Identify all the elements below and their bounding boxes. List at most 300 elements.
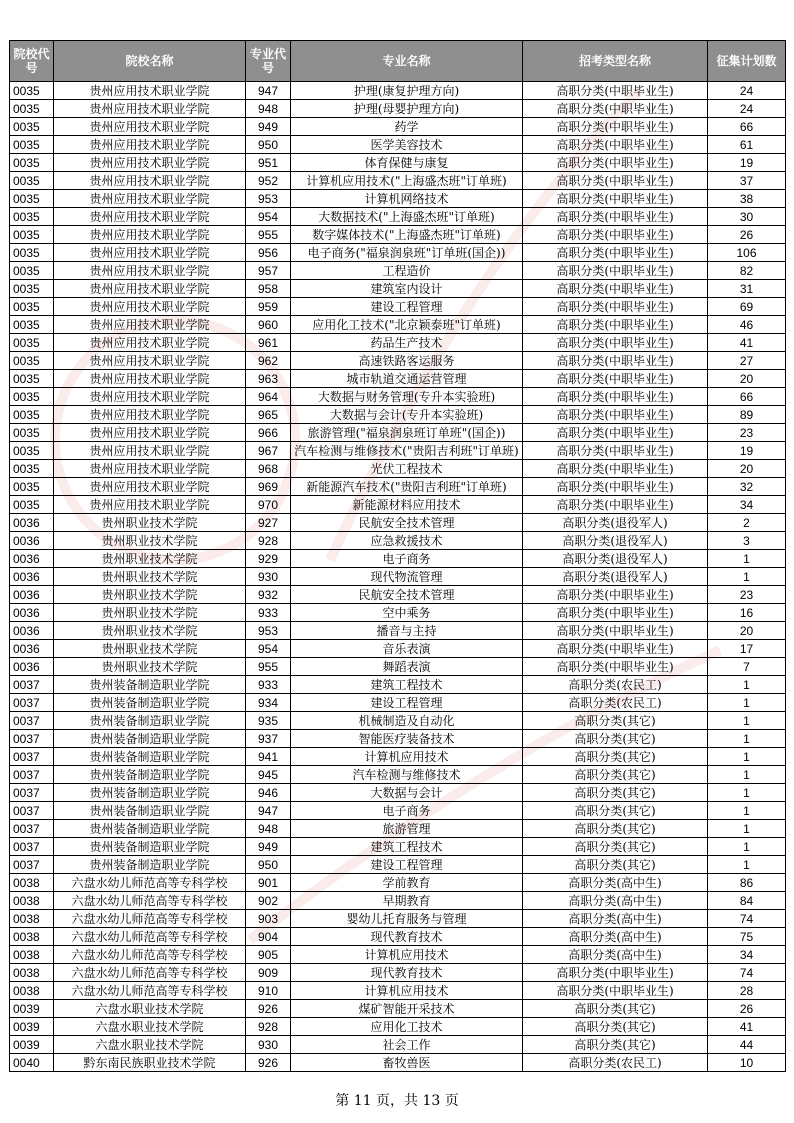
table-row [10,946,786,964]
major-name-cell: 医学美容技术 [291,136,523,154]
header-plan: 征集计划数 [708,41,786,82]
major-name-cell: 护理(母婴护理方向) [291,100,523,118]
exam-type-cell: 高职分类(中职毕业生) [523,208,708,226]
school-code-cell: 0035 [10,154,54,172]
table-row [10,820,786,838]
table-row [10,316,786,334]
school-name-cell: 贵州应用技术职业学院 [54,82,246,100]
table-row [10,136,786,154]
major-name-cell: 城市轨道交通运营管理 [291,370,523,388]
school-name-cell: 贵州应用技术职业学院 [54,154,246,172]
major-code-cell: 951 [246,154,291,172]
exam-type-cell: 高职分类(中职毕业生) [523,154,708,172]
school-name-cell: 贵州应用技术职业学院 [54,388,246,406]
major-name-cell: 计算机应用技术 [291,982,523,1000]
major-name-cell: 电子商务("福泉润泉班"订单班(国企)) [291,244,523,262]
table-row [10,604,786,622]
major-code-cell: 901 [246,874,291,892]
major-code-cell: 928 [246,532,291,550]
major-code-cell: 941 [246,748,291,766]
exam-type-cell: 高职分类(中职毕业生) [523,964,708,982]
major-code-cell: 954 [246,208,291,226]
page-footer: 第 11 页，共 13 页 [335,1093,459,1109]
exam-type-cell: 高职分类(中职毕业生) [523,982,708,1000]
major-name-cell: 新能源材料应用技术 [291,496,523,514]
school-name-cell: 贵州应用技术职业学院 [54,262,246,280]
exam-type-cell: 高职分类(中职毕业生) [523,388,708,406]
school-name-cell: 贵州装备制造职业学院 [54,784,246,802]
exam-type-cell: 高职分类(其它) [523,802,708,820]
table-row [10,154,786,172]
major-code-cell: 926 [246,1000,291,1018]
plan-count-cell: 44 [708,1036,786,1054]
table-row [10,910,786,928]
exam-type-cell: 高职分类(高中生) [523,874,708,892]
exam-type-cell: 高职分类(中职毕业生) [523,424,708,442]
major-name-cell: 播音与主持 [291,622,523,640]
exam-type-cell: 高职分类(中职毕业生) [523,442,708,460]
school-name-cell: 贵州应用技术职业学院 [54,136,246,154]
school-code-cell: 0039 [10,1018,54,1036]
plan-count-cell: 30 [708,208,786,226]
table-row [10,1036,786,1054]
school-code-cell: 0035 [10,298,54,316]
exam-type-cell: 高职分类(其它) [523,1036,708,1054]
school-name-cell: 六盘水幼儿师范高等专科学校 [54,928,246,946]
exam-type-cell: 高职分类(中职毕业生) [523,226,708,244]
major-name-cell: 护理(康复护理方向) [291,82,523,100]
enrollment-table [9,40,786,1072]
table-row [10,712,786,730]
plan-count-cell: 24 [708,82,786,100]
exam-type-cell: 高职分类(中职毕业生) [523,478,708,496]
plan-count-cell: 41 [708,1018,786,1036]
major-name-cell: 计算机网络技术 [291,190,523,208]
school-code-cell: 0038 [10,928,54,946]
exam-type-cell: 高职分类(其它) [523,730,708,748]
table-row [10,856,786,874]
plan-count-cell: 1 [708,712,786,730]
table-row [10,928,786,946]
major-name-cell: 现代教育技术 [291,964,523,982]
major-code-cell: 953 [246,190,291,208]
school-code-cell: 0035 [10,136,54,154]
school-code-cell: 0035 [10,478,54,496]
exam-type-cell: 高职分类(中职毕业生) [523,370,708,388]
school-name-cell: 贵州职业技术学院 [54,532,246,550]
plan-count-cell: 34 [708,946,786,964]
table-row [10,514,786,532]
major-name-cell: 电子商务 [291,550,523,568]
table-row [10,82,786,100]
school-name-cell: 六盘水幼儿师范高等专科学校 [54,892,246,910]
plan-count-cell: 3 [708,532,786,550]
school-name-cell: 贵州应用技术职业学院 [54,118,246,136]
major-code-cell: 927 [246,514,291,532]
school-name-cell: 贵州应用技术职业学院 [54,298,246,316]
school-name-cell: 贵州职业技术学院 [54,568,246,586]
plan-count-cell: 28 [708,982,786,1000]
major-name-cell: 建筑工程技术 [291,838,523,856]
table-row [10,406,786,424]
plan-count-cell: 86 [708,874,786,892]
exam-type-cell: 高职分类(农民工) [523,1054,708,1072]
school-code-cell: 0036 [10,604,54,622]
school-code-cell: 0037 [10,838,54,856]
major-code-cell: 950 [246,136,291,154]
school-name-cell: 贵州应用技术职业学院 [54,190,246,208]
table-row [10,802,786,820]
exam-type-cell: 高职分类(中职毕业生) [523,262,708,280]
exam-type-cell: 高职分类(其它) [523,766,708,784]
major-code-cell: 946 [246,784,291,802]
major-name-cell: 大数据技术("上海盛杰班"订单班) [291,208,523,226]
table-row [10,766,786,784]
exam-type-cell: 高职分类(中职毕业生) [523,334,708,352]
table-row [10,838,786,856]
major-code-cell: 956 [246,244,291,262]
school-name-cell: 贵州应用技术职业学院 [54,316,246,334]
school-name-cell: 六盘水幼儿师范高等专科学校 [54,982,246,1000]
school-name-cell: 贵州应用技术职业学院 [54,460,246,478]
plan-count-cell: 26 [708,1000,786,1018]
major-code-cell: 910 [246,982,291,1000]
school-code-cell: 0035 [10,460,54,478]
school-name-cell: 贵州应用技术职业学院 [54,406,246,424]
table-row [10,172,786,190]
plan-count-cell: 19 [708,154,786,172]
table-row [10,640,786,658]
school-name-cell: 贵州装备制造职业学院 [54,856,246,874]
school-name-cell: 贵州职业技术学院 [54,604,246,622]
table-row [10,424,786,442]
plan-count-cell: 1 [708,550,786,568]
exam-type-cell: 高职分类(高中生) [523,946,708,964]
school-name-cell: 六盘水职业技术学院 [54,1000,246,1018]
major-code-cell: 935 [246,712,291,730]
major-code-cell: 955 [246,658,291,676]
major-code-cell: 964 [246,388,291,406]
major-name-cell: 汽车检测与维修技术 [291,766,523,784]
major-name-cell: 汽车检测与维修技术("贵阳吉利班"订单班) [291,442,523,460]
major-code-cell: 926 [246,1054,291,1072]
major-code-cell: 962 [246,352,291,370]
major-name-cell: 学前教育 [291,874,523,892]
exam-type-cell: 高职分类(其它) [523,838,708,856]
major-name-cell: 舞蹈表演 [291,658,523,676]
table-row [10,244,786,262]
major-code-cell: 960 [246,316,291,334]
school-name-cell: 贵州应用技术职业学院 [54,334,246,352]
table-row [10,892,786,910]
plan-count-cell: 74 [708,964,786,982]
major-code-cell: 937 [246,730,291,748]
exam-type-cell: 高职分类(中职毕业生) [523,82,708,100]
school-code-cell: 0036 [10,550,54,568]
school-code-cell: 0036 [10,622,54,640]
school-name-cell: 贵州职业技术学院 [54,640,246,658]
school-code-cell: 0038 [10,964,54,982]
school-name-cell: 贵州装备制造职业学院 [54,838,246,856]
school-code-cell: 0037 [10,694,54,712]
school-name-cell: 贵州应用技术职业学院 [54,208,246,226]
table-row [10,442,786,460]
plan-count-cell: 69 [708,298,786,316]
exam-type-cell: 高职分类(高中生) [523,928,708,946]
school-code-cell: 0035 [10,118,54,136]
school-code-cell: 0035 [10,244,54,262]
major-code-cell: 934 [246,694,291,712]
table-row [10,676,786,694]
exam-type-cell: 高职分类(农民工) [523,694,708,712]
exam-type-cell: 高职分类(中职毕业生) [523,352,708,370]
school-code-cell: 0035 [10,226,54,244]
major-code-cell: 904 [246,928,291,946]
school-code-cell: 0037 [10,820,54,838]
plan-count-cell: 1 [708,568,786,586]
plan-count-cell: 17 [708,640,786,658]
school-code-cell: 0036 [10,640,54,658]
table-row [10,1000,786,1018]
table-row [10,586,786,604]
major-code-cell: 961 [246,334,291,352]
school-code-cell: 0035 [10,208,54,226]
table-row [10,874,786,892]
exam-type-cell: 高职分类(农民工) [523,676,708,694]
major-name-cell: 大数据与会计 [291,784,523,802]
exam-type-cell: 高职分类(其它) [523,748,708,766]
school-code-cell: 0038 [10,892,54,910]
table-row [10,982,786,1000]
school-code-cell: 0036 [10,514,54,532]
school-code-cell: 0037 [10,712,54,730]
major-name-cell: 药学 [291,118,523,136]
school-name-cell: 贵州应用技术职业学院 [54,172,246,190]
major-code-cell: 949 [246,118,291,136]
plan-count-cell: 20 [708,370,786,388]
major-code-cell: 958 [246,280,291,298]
school-name-cell: 贵州装备制造职业学院 [54,748,246,766]
school-code-cell: 0036 [10,658,54,676]
major-name-cell: 机械制造及自动化 [291,712,523,730]
table-row [10,262,786,280]
exam-type-cell: 高职分类(退役军人) [523,550,708,568]
table-row [10,622,786,640]
plan-count-cell: 66 [708,388,786,406]
plan-count-cell: 19 [708,442,786,460]
exam-type-cell: 高职分类(高中生) [523,910,708,928]
major-code-cell: 957 [246,262,291,280]
major-name-cell: 现代物流管理 [291,568,523,586]
major-code-cell: 948 [246,100,291,118]
plan-count-cell: 66 [708,118,786,136]
major-code-cell: 969 [246,478,291,496]
plan-count-cell: 7 [708,658,786,676]
major-name-cell: 煤矿智能开采技术 [291,1000,523,1018]
exam-type-cell: 高职分类(中职毕业生) [523,100,708,118]
plan-count-cell: 32 [708,478,786,496]
major-code-cell: 966 [246,424,291,442]
exam-type-cell: 高职分类(中职毕业生) [523,604,708,622]
major-name-cell: 新能源汽车技术("贵阳吉利班"订单班) [291,478,523,496]
table-row [10,1054,786,1072]
exam-type-cell: 高职分类(中职毕业生) [523,118,708,136]
major-code-cell: 959 [246,298,291,316]
school-code-cell: 0035 [10,442,54,460]
major-code-cell: 950 [246,856,291,874]
table-row [10,568,786,586]
plan-count-cell: 82 [708,262,786,280]
exam-type-cell: 高职分类(其它) [523,712,708,730]
school-name-cell: 贵州应用技术职业学院 [54,244,246,262]
exam-type-cell: 高职分类(中职毕业生) [523,280,708,298]
school-code-cell: 0040 [10,1054,54,1072]
table-row [10,532,786,550]
major-name-cell: 药品生产技术 [291,334,523,352]
major-code-cell: 930 [246,568,291,586]
school-code-cell: 0039 [10,1000,54,1018]
plan-count-cell: 34 [708,496,786,514]
table-row [10,388,786,406]
table-row [10,190,786,208]
plan-count-cell: 41 [708,334,786,352]
table-row [10,460,786,478]
exam-type-cell: 高职分类(中职毕业生) [523,244,708,262]
school-name-cell: 贵州应用技术职业学院 [54,100,246,118]
school-name-cell: 贵州应用技术职业学院 [54,442,246,460]
plan-count-cell: 37 [708,172,786,190]
major-code-cell: 905 [246,946,291,964]
plan-count-cell: 1 [708,802,786,820]
major-name-cell: 体育保健与康复 [291,154,523,172]
school-name-cell: 贵州应用技术职业学院 [54,370,246,388]
school-code-cell: 0036 [10,568,54,586]
major-code-cell: 952 [246,172,291,190]
exam-type-cell: 高职分类(退役军人) [523,568,708,586]
plan-count-cell: 26 [708,226,786,244]
exam-type-cell: 高职分类(退役军人) [523,514,708,532]
school-name-cell: 贵州装备制造职业学院 [54,694,246,712]
plan-count-cell: 31 [708,280,786,298]
school-code-cell: 0035 [10,496,54,514]
exam-type-cell: 高职分类(中职毕业生) [523,460,708,478]
table-row [10,100,786,118]
school-name-cell: 六盘水幼儿师范高等专科学校 [54,946,246,964]
school-name-cell: 贵州应用技术职业学院 [54,280,246,298]
plan-count-cell: 2 [708,514,786,532]
major-name-cell: 计算机应用技术("上海盛杰班"订单班) [291,172,523,190]
school-code-cell: 0037 [10,730,54,748]
exam-type-cell: 高职分类(中职毕业生) [523,406,708,424]
plan-count-cell: 1 [708,820,786,838]
school-name-cell: 贵州应用技术职业学院 [54,226,246,244]
exam-type-cell: 高职分类(中职毕业生) [523,316,708,334]
plan-count-cell: 1 [708,784,786,802]
major-code-cell: 970 [246,496,291,514]
major-name-cell: 高速铁路客运服务 [291,352,523,370]
major-code-cell: 968 [246,460,291,478]
school-code-cell: 0035 [10,190,54,208]
exam-type-cell: 高职分类(中职毕业生) [523,172,708,190]
table-row [10,748,786,766]
table-row [10,370,786,388]
table-row [10,352,786,370]
major-name-cell: 大数据与会计(专升本实验班) [291,406,523,424]
school-name-cell: 六盘水幼儿师范高等专科学校 [54,964,246,982]
plan-count-cell: 1 [708,766,786,784]
major-name-cell: 婴幼儿托育服务与管理 [291,910,523,928]
school-code-cell: 0035 [10,406,54,424]
school-name-cell: 六盘水职业技术学院 [54,1036,246,1054]
exam-type-cell: 高职分类(中职毕业生) [523,190,708,208]
school-name-cell: 六盘水幼儿师范高等专科学校 [54,910,246,928]
major-code-cell: 949 [246,838,291,856]
major-name-cell: 早期教育 [291,892,523,910]
major-code-cell: 947 [246,82,291,100]
school-code-cell: 0037 [10,748,54,766]
major-name-cell: 数字媒体技术("上海盛杰班"订单班) [291,226,523,244]
exam-type-cell: 高职分类(中职毕业生) [523,136,708,154]
table-row [10,658,786,676]
major-name-cell: 旅游管理 [291,820,523,838]
plan-count-cell: 84 [708,892,786,910]
major-code-cell: 953 [246,622,291,640]
school-name-cell: 黔东南民族职业技术学院 [54,1054,246,1072]
major-name-cell: 光伏工程技术 [291,460,523,478]
plan-count-cell: 46 [708,316,786,334]
school-code-cell: 0037 [10,784,54,802]
plan-count-cell: 10 [708,1054,786,1072]
major-name-cell: 工程造价 [291,262,523,280]
plan-count-cell: 24 [708,100,786,118]
exam-type-cell: 高职分类(其它) [523,1018,708,1036]
major-code-cell: 933 [246,676,291,694]
school-code-cell: 0035 [10,334,54,352]
major-code-cell: 965 [246,406,291,424]
major-name-cell: 智能医疗装备技术 [291,730,523,748]
table-row [10,730,786,748]
major-code-cell: 903 [246,910,291,928]
school-name-cell: 贵州装备制造职业学院 [54,676,246,694]
plan-count-cell: 38 [708,190,786,208]
school-name-cell: 六盘水幼儿师范高等专科学校 [54,874,246,892]
major-code-cell: 947 [246,802,291,820]
plan-count-cell: 61 [708,136,786,154]
major-code-cell: 933 [246,604,291,622]
school-name-cell: 贵州职业技术学院 [54,550,246,568]
school-name-cell: 贵州装备制造职业学院 [54,766,246,784]
table-row [10,784,786,802]
plan-count-cell: 1 [708,838,786,856]
school-code-cell: 0035 [10,316,54,334]
major-name-cell: 计算机应用技术 [291,748,523,766]
major-code-cell: 954 [246,640,291,658]
major-name-cell: 建设工程管理 [291,694,523,712]
plan-count-cell: 1 [708,676,786,694]
header-school-code: 院校代号 [10,41,54,82]
school-code-cell: 0037 [10,856,54,874]
major-name-cell: 建设工程管理 [291,856,523,874]
exam-type-cell: 高职分类(中职毕业生) [523,658,708,676]
school-name-cell: 贵州职业技术学院 [54,622,246,640]
table-row [10,964,786,982]
plan-count-cell: 1 [708,748,786,766]
school-name-cell: 贵州职业技术学院 [54,514,246,532]
plan-count-cell: 1 [708,694,786,712]
school-code-cell: 0035 [10,280,54,298]
exam-type-cell: 高职分类(中职毕业生) [523,496,708,514]
major-code-cell: 902 [246,892,291,910]
